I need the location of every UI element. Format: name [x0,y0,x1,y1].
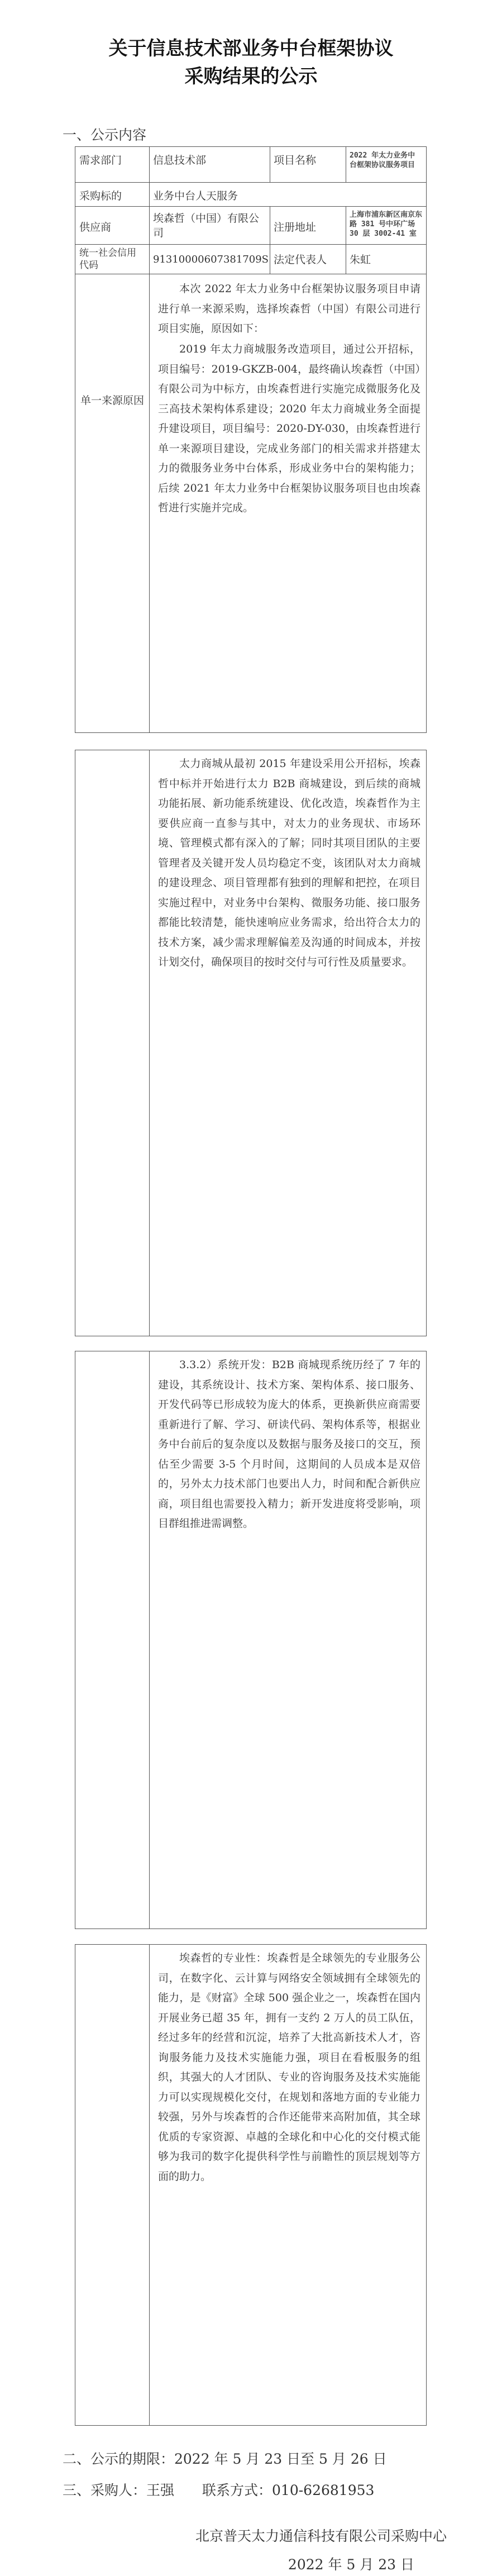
table-line [149,750,150,1336]
table-line [75,206,427,207]
label-project-name: 项目名称 [274,154,317,166]
footer-date: 2022 年 5 月 23 日 [288,2556,414,2573]
title-line-1: 关于信息技术部业务中台框架协议 [108,37,394,60]
reason-paragraph: 太力商城从最初 2015 年建设采用公开招标，埃森哲中标并开始进行太力 B2B 商城建设，到后续的商城功能拓展、新功能系统建设、优化改造，埃森哲作为主要供应商一直参与其中，对太力的业务现状、市场环境、管理模式都有深入的了解；同时其项目团队的主要管理者及关键开发人员均稳定不变，该团队对太力商城的建设理念、项目管理都有独到的理解和把控，在项目实施过程中，对业务中台架构、微服务功能、接口服务都能比较清楚，能快速响应业务需求，给出符合太力的技术方案，减少需求理解偏差及沟通的时间成本，并按计划交付，确保项目的按时交付与可行性及质量要求。 [158,758,420,968]
value-department: 信息技术部 [153,154,207,166]
label-single-source-reason: 单一来源原因 [80,394,145,407]
label-credit-code: 统一社会信用代码 [79,247,136,271]
label-legal-representative: 法定代表人 [274,254,327,266]
footer-organization: 北京普天太力通信科技有限公司采购中心 [195,2528,447,2544]
title-line-2: 采购结果的公示 [184,65,318,88]
value-credit-code: 91310000607381709S [153,254,269,265]
section-heading-period: 二、公示的期限：2022 年 5 月 23 日至 5 月 26 日 [63,2451,387,2467]
value-registered-address: 上海市浦东新区南京东路 381 号中环广场 30 层 3002-41 室 [350,211,423,238]
reason-paragraph: 埃森哲的专业性：埃森哲是全球领先的专业服务公司，在数字化、云计算与网络安全领域拥有全球领先的能力，是《财富》全球 500 强企业之一，埃森哲在国内开展业务已超 35 年，拥有一支约 2 万人的员工队伍，经过多年的经营和沉淀，培养了大批高新技术人才，咨询服务能力及技术实施能力强，项目在看板服务的组织，其强大的人才团队、专业的咨询服务及技术实施能力可以实现规模化交付，在规划和落地方面的专业能力较强，另外与埃森哲的合作还能带来高附加值，其全球优质的专家资源、卓越的全球化和中心化的交付模式能够为我司的数字化提供科学性与前瞻性的顶层规划等方面的助力。 [158,1952,420,2183]
reason-paragraph: 本次 2022 年太力业务中台框架协议服务项目申请进行单一来源采购，选择埃森哲（中国）有限公司进行项目实施，原因如下： [158,283,420,335]
reason-paragraph: 2019 年太力商城服务改造项目，通过公开招标，项目编号：2019-GKZB-004，最终确认埃森哲（中国）有限公司为中标方，由埃森哲进行实施完成微服务化及三高技术架构体系建设；2020 年太力商城业务全面提升建设项目，项目编号：2020-DY-030，由埃森哲进行单一来源项目建设，完成业务部门的相关需求并搭建太力的微服务业务中台体系，形成业务中台的架构能力；后续 2021 年太力业务中台框架协议服务项目也由埃森哲进行实施并完成。 [158,343,420,514]
table-line [149,1351,150,1929]
value-legal-representative: 朱虹 [350,254,371,266]
table-line [149,1944,150,2426]
label-department: 需求部门 [79,154,122,166]
reason-paragraph: 3.3.2）系统开发：B2B 商城现系统历经了 7 年的建设，其系统设计、技术方案、架构体系、接口服务、开发代码等已形成较为庞大的体系，更换新供应商需要重新进行了解、学习、研读代码、架构体系等，根据业务中台前后的复杂度以及数据与服务及接口的交互，预估至少需要 3-5 个月时间，这期间的人员成本是双倍的，另外太力技术部门也要出人力，时间和配合新供应商，项目组也需要投入精力；新开发进度将受影响，项目群组推进需调整。 [158,1359,420,1530]
section-heading-purchaser: 三、采购人：王强 联系方式：010-62681953 [63,2482,375,2498]
label-registered-address: 注册地址 [274,221,317,234]
value-supplier: 埃森哲（中国）有限公司 [153,212,260,239]
table-line [75,182,427,183]
label-procurement-target: 采购标的 [79,190,122,202]
document-title [0,35,502,91]
value-project-name: 2022 年太力业务中台框架协议服务项目 [350,151,415,169]
label-supplier: 供应商 [79,221,112,234]
section-heading-content: 一、公示内容 [63,127,147,143]
value-procurement-target: 业务中台人天服务 [153,190,238,202]
